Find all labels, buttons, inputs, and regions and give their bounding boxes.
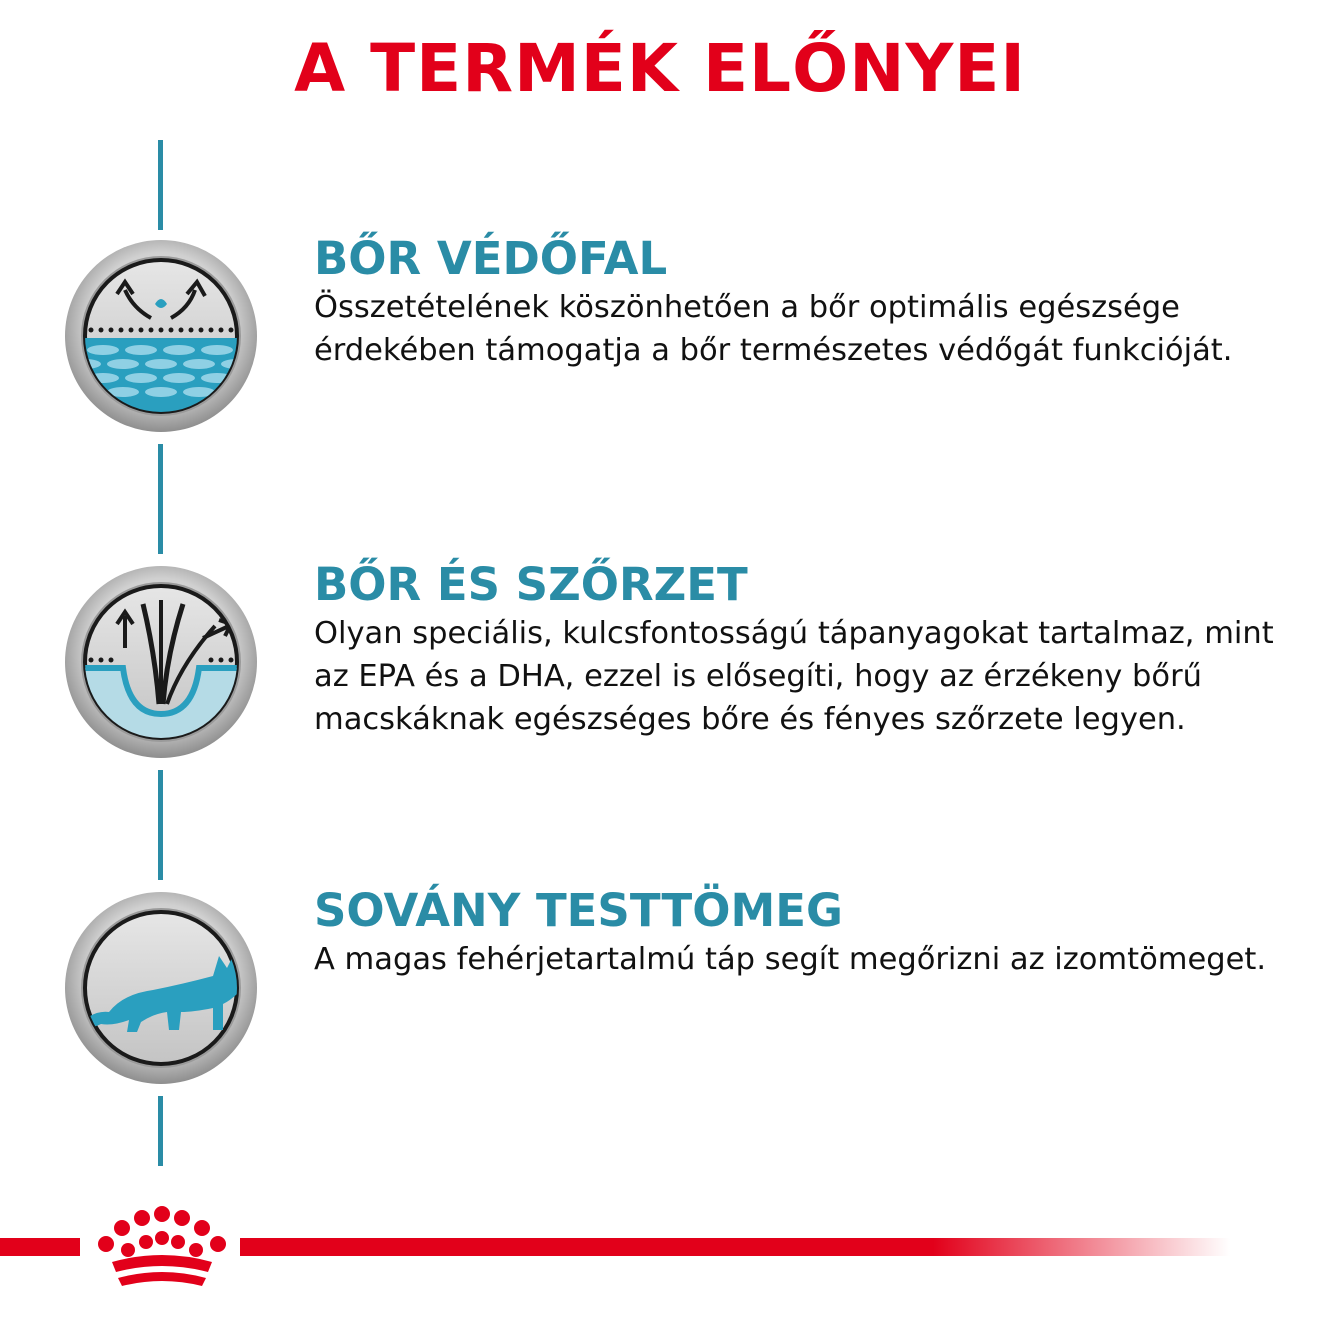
benefit-skin-and-coat <box>314 558 1294 741</box>
skin-and-coat-icon <box>63 564 259 760</box>
timeline-line <box>158 444 163 554</box>
benefit-title: BŐR ÉS SZŐRZET <box>314 558 748 611</box>
footer-bar <box>0 1238 80 1256</box>
benefit-skin-barrier <box>314 232 1294 372</box>
benefit-description: A magas fehérjetartalmú táp segít megőrizni az izomtömeget. <box>314 942 1267 977</box>
benefit-description: Összetételének köszönhetően a bőr optimális egészsége érdekében támogatja a bőr természetes védőgát funkcióját. <box>314 290 1233 368</box>
lean-cat-icon <box>63 890 259 1086</box>
benefit-title: BŐR VÉDŐFAL <box>314 232 668 285</box>
footer-bar <box>240 1238 1230 1256</box>
page-title: A TERMÉK ELŐNYEI <box>294 30 1026 107</box>
benefit-lean-body-mass <box>314 884 1294 981</box>
timeline-line <box>158 1096 163 1166</box>
benefit-description: Olyan speciális, kulcsfontosságú tápanyagokat tartalmaz, mint az EPA és a DHA, ezzel is elősegíti, hogy az érzékeny bőrű macskáknak egészséges bőre és fényes szőrzete legyen. <box>314 616 1274 737</box>
timeline-line <box>158 770 163 880</box>
benefit-title: SOVÁNY TESTTÖMEG <box>314 884 843 937</box>
skin-barrier-icon <box>63 238 259 434</box>
royal-canin-crown-logo <box>92 1206 232 1292</box>
timeline-line <box>158 140 163 230</box>
